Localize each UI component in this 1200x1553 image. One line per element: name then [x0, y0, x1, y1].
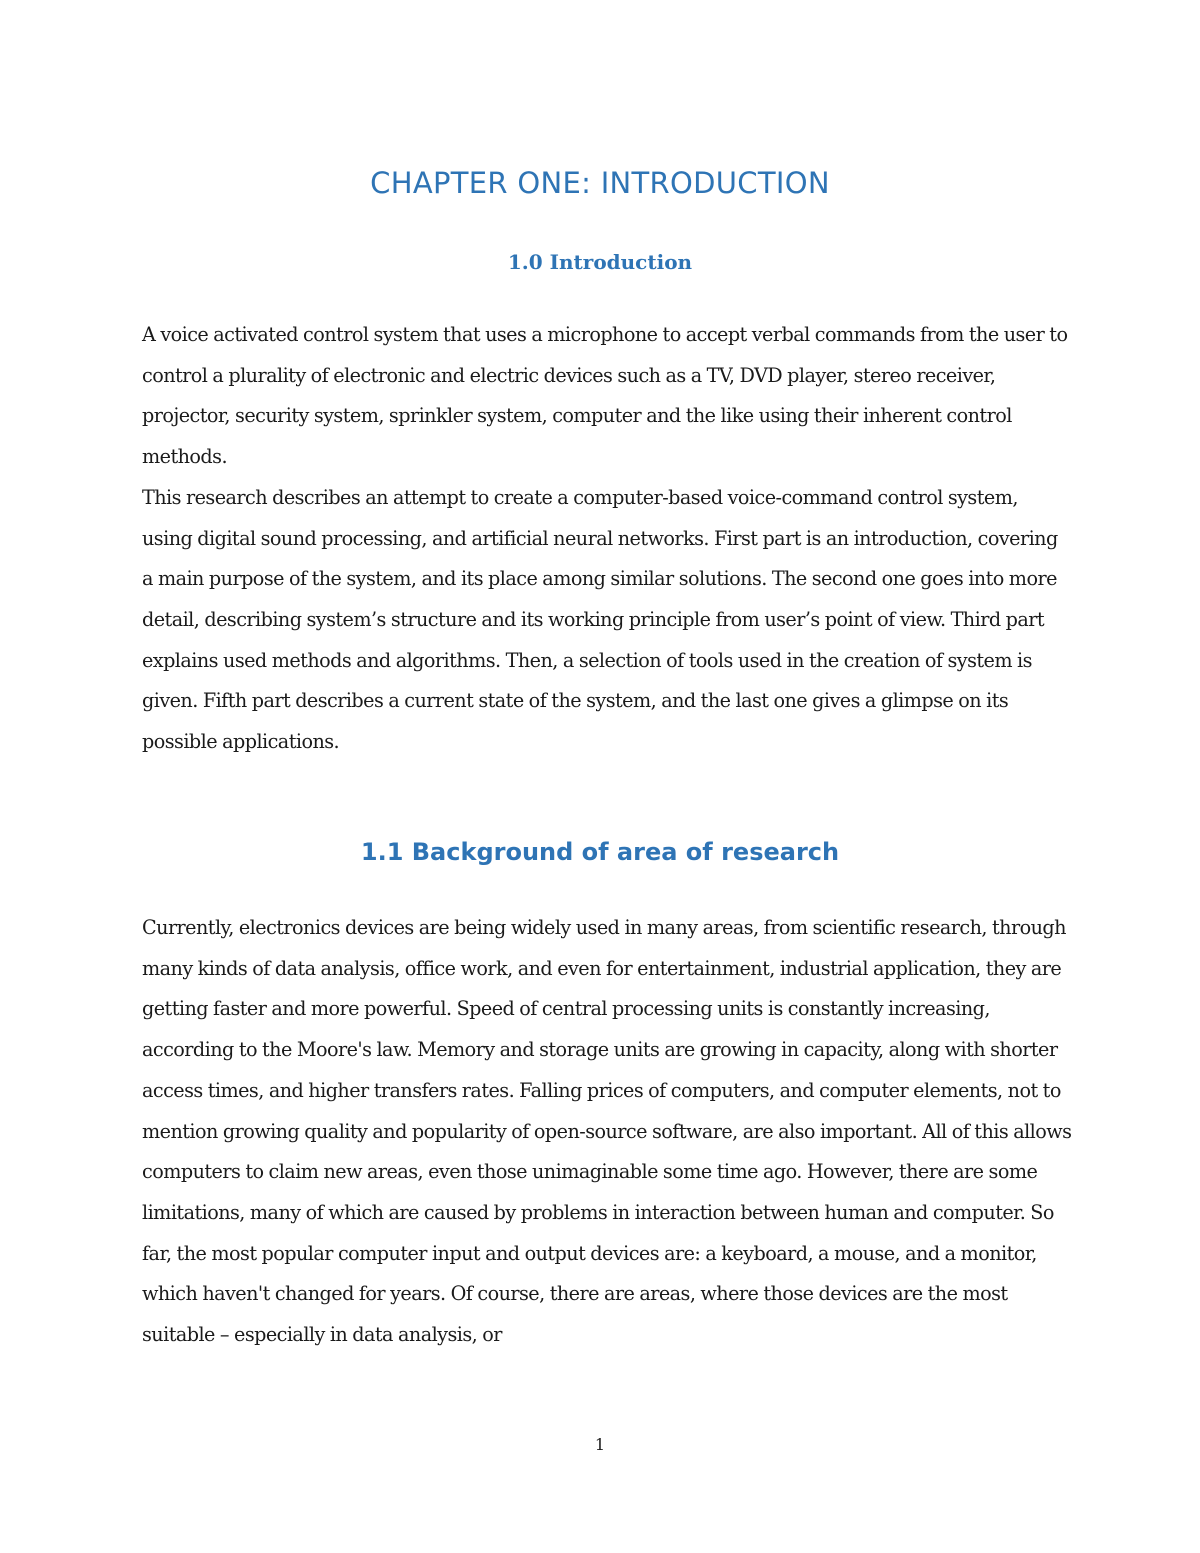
- page-number: 1: [594, 1435, 606, 1454]
- intro-paragraph-1: A voice activated control system that uses a microphone to accept verbal commands from the user to control a plurality of electronic and electric devices such as a TV, DVD player, stereo receiver, projector, security system, sprinkler system, computer and the like using their inherent control methods.: [142, 323, 1068, 469]
- section-subtitle: 1.0 Introduction: [507, 250, 693, 274]
- introduction-body: [142, 315, 1072, 763]
- background-paragraph: Currently, electronics devices are being widely used in many areas, from scientific research, through many kinds of data analysis, office work, and even for entertainment, industrial application, they are getting faster and more powerful. Speed of central processing units is constantly increasing, according to the Moore's law. Memory and storage units are growing in capacity, along with shorter access times, and higher transfers rates. Falling prices of computers, and computer elements, not to mention growing quality and popularity of open-source software, are also important. All of this allows computers to claim new areas, even those unimaginable some time ago. However, there are some limitations, many of which are caused by problems in interaction between human and computer. So far, the most popular computer input and output devices are: a keyboard, a mouse, and a monitor, which haven't changed for years. Of course, there are areas, where those devices are the most suitable – especially in data analysis, or: [142, 916, 1072, 1347]
- intro-paragraph-2: This research describes an attempt to create a computer-based voice-command control system, using digital sound processing, and artificial neural networks. First part is an introduction, covering a main purpose of the system, and its place among similar solutions. The second one goes into more detail, describing system’s structure and its working principle from user’s point of view. Third part explains used methods and algorithms. Then, a selection of tools used in the creation of system is given. Fifth part describes a current state of the system, and the last one gives a glimpse on its possible applications.: [142, 485, 1058, 754]
- background-body: [142, 908, 1072, 1356]
- chapter-title: CHAPTER ONE: INTRODUCTION: [370, 166, 830, 200]
- background-section-heading: 1.1 Background of area of research: [360, 838, 840, 866]
